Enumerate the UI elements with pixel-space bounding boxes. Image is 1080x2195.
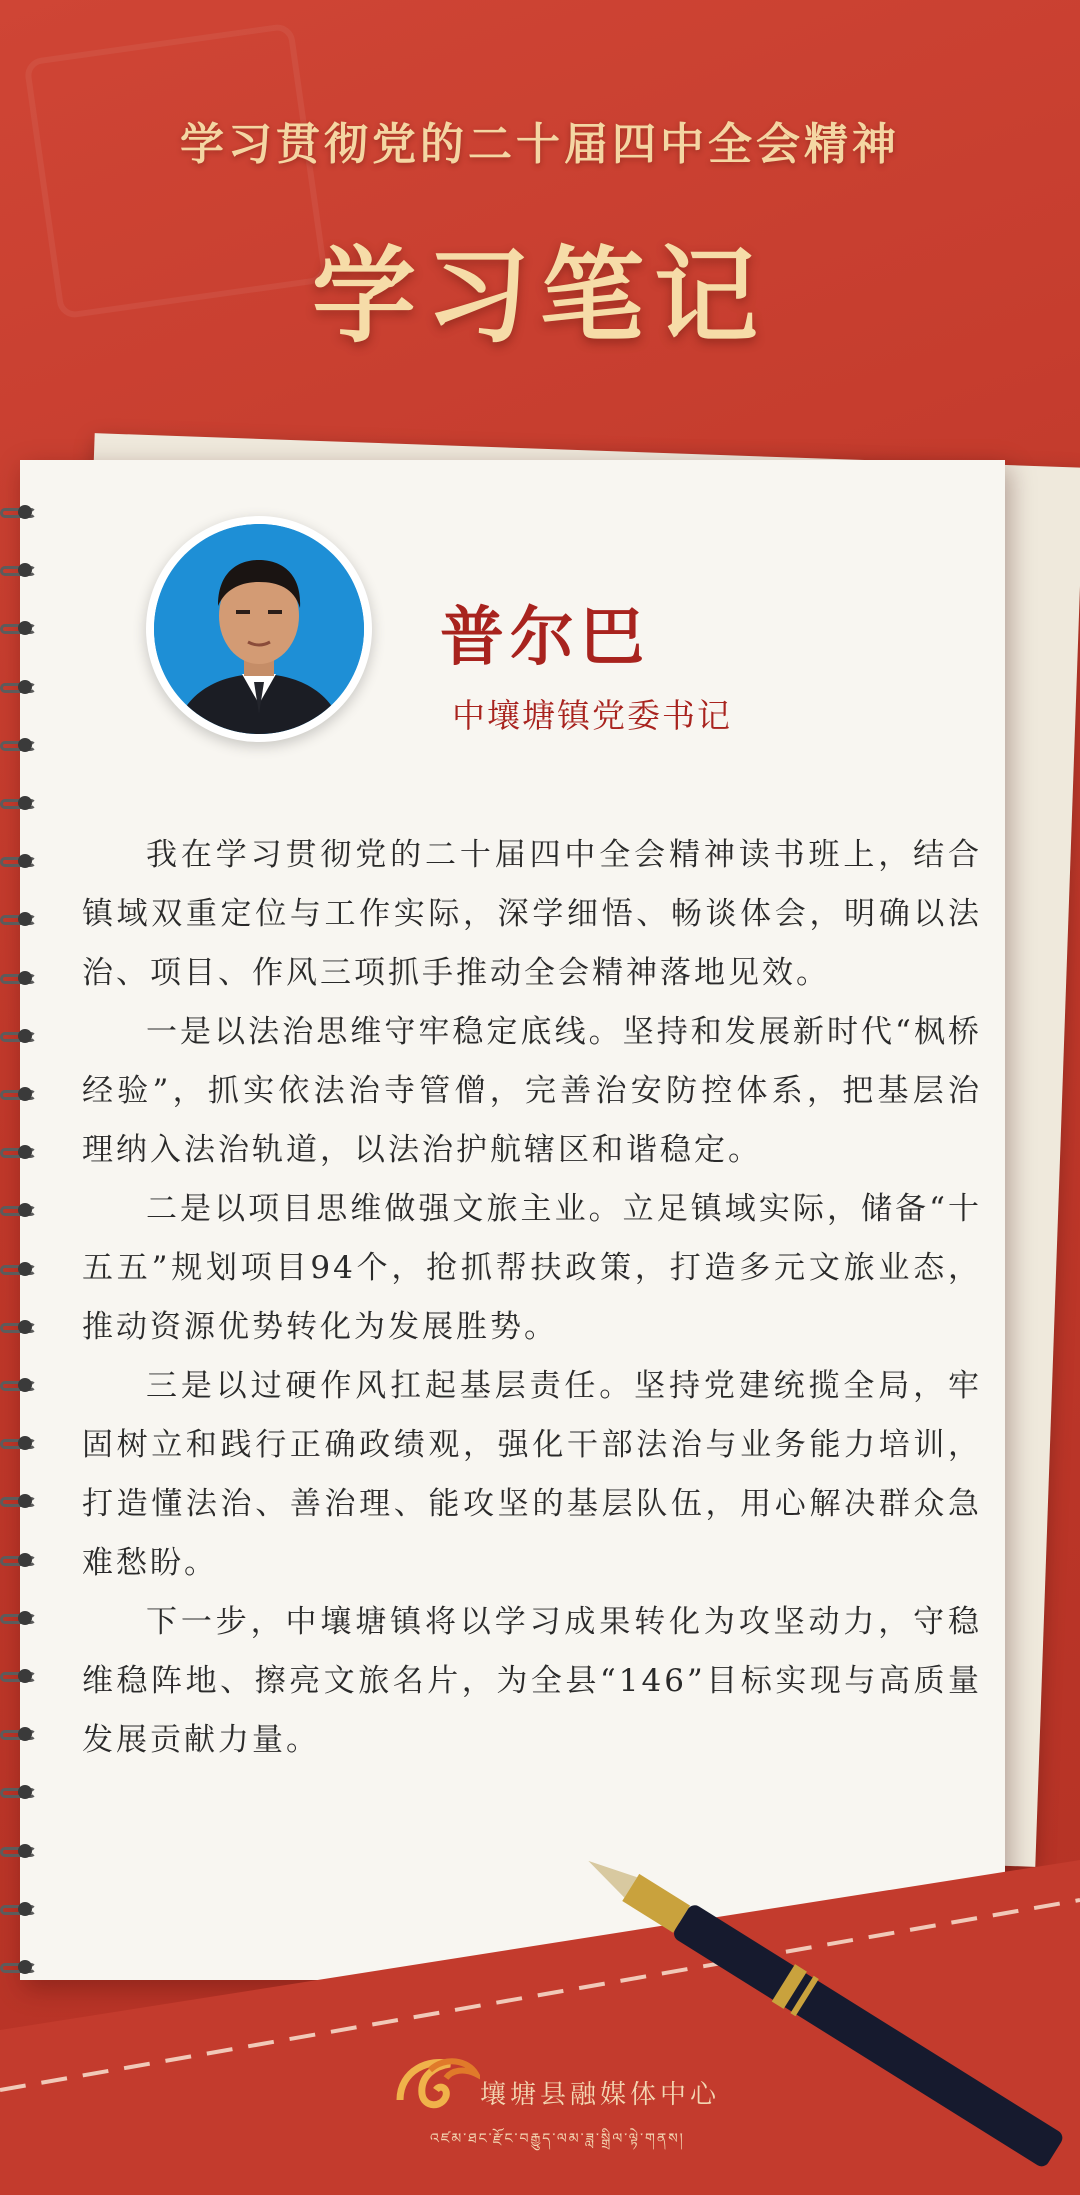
- spiral-ring: [0, 1200, 46, 1222]
- spiral-ring: [0, 1259, 46, 1281]
- spiral-ring: [0, 968, 46, 990]
- spiral-ring: [0, 1782, 46, 1804]
- fountain-pen-icon: [560, 1860, 1080, 2195]
- spiral-ring: [0, 1666, 46, 1688]
- spiral-ring: [0, 909, 46, 931]
- spiral-ring: [0, 1142, 46, 1164]
- article-body: [82, 826, 982, 1770]
- spiral-ring: [0, 1084, 46, 1106]
- paragraph: 一是以法治思维守牢稳定底线。坚持和发展新时代“枫桥经验”，抓实依法治寺管僧，完善治安防控体系，把基层治理纳入法治轨道，以法治护航辖区和谐稳定。: [82, 1014, 982, 1168]
- person-portrait-icon: [154, 524, 364, 734]
- spiral-ring: [0, 618, 46, 640]
- paragraph: 下一步，中壤塘镇将以学习成果转化为攻坚动力，守稳维稳阵地、擦亮文旅名片，为全县“146”目标实现与高质量发展贡献力量。: [82, 1604, 982, 1758]
- spiral-ring: [0, 560, 46, 582]
- profile-name: 普尔巴: [440, 600, 650, 675]
- profile-role: 中壤塘镇党委书记: [452, 696, 732, 735]
- spiral-ring: [0, 1550, 46, 1572]
- paragraph: 二是以项目思维做强文旅主业。立足镇域实际，储备“十五五”规划项目94个，抢抓帮扶政策，打造多元文旅业态，推动资源优势转化为发展胜势。: [82, 1191, 982, 1345]
- spiral-ring: [0, 851, 46, 873]
- paragraph: 我在学习贯彻党的二十届四中全会精神读书班上，结合镇域双重定位与工作实际，深学细悟、畅谈体会，明确以法治、项目、作风三项抓手推动全会精神落地见效。: [82, 837, 982, 991]
- spiral-ring: [0, 1375, 46, 1397]
- spiral-ring: [0, 502, 46, 524]
- header-title: 学习笔记: [311, 234, 768, 357]
- spiral-ring: [0, 1608, 46, 1630]
- spiral-ring: [0, 1433, 46, 1455]
- spiral-ring: [0, 677, 46, 699]
- header-kicker: 学习贯彻党的二十届四中全会精神: [180, 119, 900, 170]
- spiral-ring: [0, 1026, 46, 1048]
- logo-emblem-icon: [390, 2050, 480, 2120]
- avatar-photo: [154, 524, 364, 734]
- spiral-ring: [0, 735, 46, 757]
- paragraph: 三是以过硬作风扛起基层责任。坚持党建统揽全局，牢固树立和践行正确政绩观，强化干部法治与业务能力培训，打造懂法治、善治理、能攻坚的基层队伍，用心解决群众急难愁盼。: [82, 1368, 982, 1581]
- logo-tibetan-name: འཛམ་ཐང་རྫོང་བརྒྱུད་ལམ་ཟླ་སྒྲིལ་ལྟེ་གནས།: [430, 2131, 685, 2147]
- logo-name: 壤塘县融媒体中心: [480, 2080, 721, 2110]
- spiral-ring: [0, 1491, 46, 1513]
- spiral-ring: [0, 1317, 46, 1339]
- spiral-ring: [0, 1724, 46, 1746]
- spiral-ring: [0, 793, 46, 815]
- avatar: [146, 516, 372, 742]
